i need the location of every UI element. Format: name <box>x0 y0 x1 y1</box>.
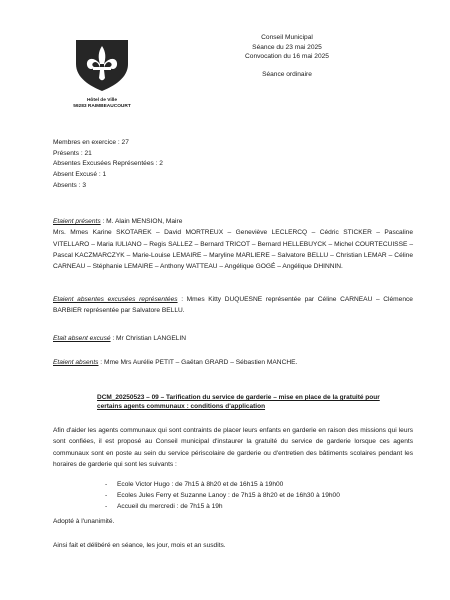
present-members <box>53 216 413 273</box>
deliberation-title-cont: certains agents communaux : conditions d'application <box>97 403 266 411</box>
closing-statement: Ainsi fait et délibéré en séance, les jour, mois et an susdits. <box>53 542 226 549</box>
logo-town-hall: Hôtel de Ville <box>86 98 118 103</box>
convocation-date: Convocation du 16 mai 2025 <box>245 53 329 61</box>
absent-excused-label: Etait absent excusé <box>53 335 111 342</box>
absent-excused-name: : Mr Christian LANGELIN <box>110 335 187 342</box>
count-excused-represented: Absentes Excusées Représentées : 2 <box>53 160 163 168</box>
session-date: Séance du 23 mai 2025 <box>252 43 322 51</box>
council-title: Conseil Municipal <box>261 34 313 41</box>
excused-label: Etaient absentes excusées représentées <box>53 296 178 303</box>
absent-members <box>53 357 413 368</box>
session-header <box>232 33 342 79</box>
town-logo <box>62 38 142 110</box>
list-item: - Ecoles Jules Ferry et Suzanne Lanoy : de 7h15 à 8h20 et de 16h30 à 19h00 <box>105 491 340 502</box>
dash-bullet-icon: - <box>105 491 108 499</box>
present-label: Etaient présents <box>53 218 101 225</box>
count-absent-excused: Absent Excusé : 1 <box>53 171 107 179</box>
schedule-list <box>105 480 340 512</box>
attendance-counts <box>53 138 163 191</box>
excused-represented <box>53 294 413 317</box>
absent-label: Etaient absents <box>53 359 99 366</box>
logo-town-address: 59283 RAIMBEAUCOURT <box>73 103 131 109</box>
deliberation-title-main: DCM_20250523 – 09 – Tarification du service de garderie – mise en place de la gratuité pour <box>97 394 380 401</box>
excused-list: : Mmes Kitty DUQUESNE représentée par Céline CARNEAU – Clémence BARBIER représentée par Salvatore BELLU. <box>53 296 413 315</box>
count-present: Présents : 21 <box>53 149 92 157</box>
list-item: - Ecole Victor Hugo : de 7h15 à 8h20 et de 16h15 à 19h00 <box>105 480 340 491</box>
fleur-de-lis-shield-icon <box>74 38 130 92</box>
absent-list: : Mme Mrs Aurélie PETIT – Gaëtan GRARD – Sébastien MANCHE. <box>98 359 298 366</box>
present-list: : M. Alain MENSION, Maire Mrs. Mmes Karine SKOTAREK – David MORTREUX – Geneviève LECLERCQ – Cédric STICKER – Pascaline VITELLARO – Maria IULIANO – Regis SALLEZ – Bernard TRICOT – Bernard HELLEBUYCK – Michel COURTECUISSE – Pascal KACZMARCZYK – Marie-Louise LEMAIRE – Maryline MARLIERE – Salvatore BELLU – Christian LEMAR – Céline CARNEAU – Stéphanie LEMAIRE – Anthony WATTEAU – Angélique GOGÉ – Angélique DHINNIN. <box>53 218 413 271</box>
deliberation-title <box>97 393 417 412</box>
dash-bullet-icon: - <box>105 481 108 488</box>
deliberation-body: Afin d'aider les agents communaux qui sont contraints de placer leurs enfants en garderie en raison des missions qui leurs sont confiées, il est proposé au Conseil municipal d'instaurer la gratuité du service de garderie lorsque ces agents communaux sont en poste au sein du service périscolaire de garderie ou d'entretien des bâtiments scolaires pendant les horaires de garderie qui sont les suivants : <box>53 427 413 468</box>
count-members: Membres en exercice : 27 <box>53 139 129 146</box>
absent-excused <box>53 333 413 344</box>
dash-bullet-icon: - <box>105 502 108 510</box>
list-item: - Accueil du mercredi : de 7h15 à 19h <box>105 502 340 513</box>
count-absent: Absents : 3 <box>53 181 86 189</box>
session-type: Séance ordinaire <box>262 70 312 78</box>
adoption-statement: Adopté à l'unanimité. <box>53 518 115 525</box>
